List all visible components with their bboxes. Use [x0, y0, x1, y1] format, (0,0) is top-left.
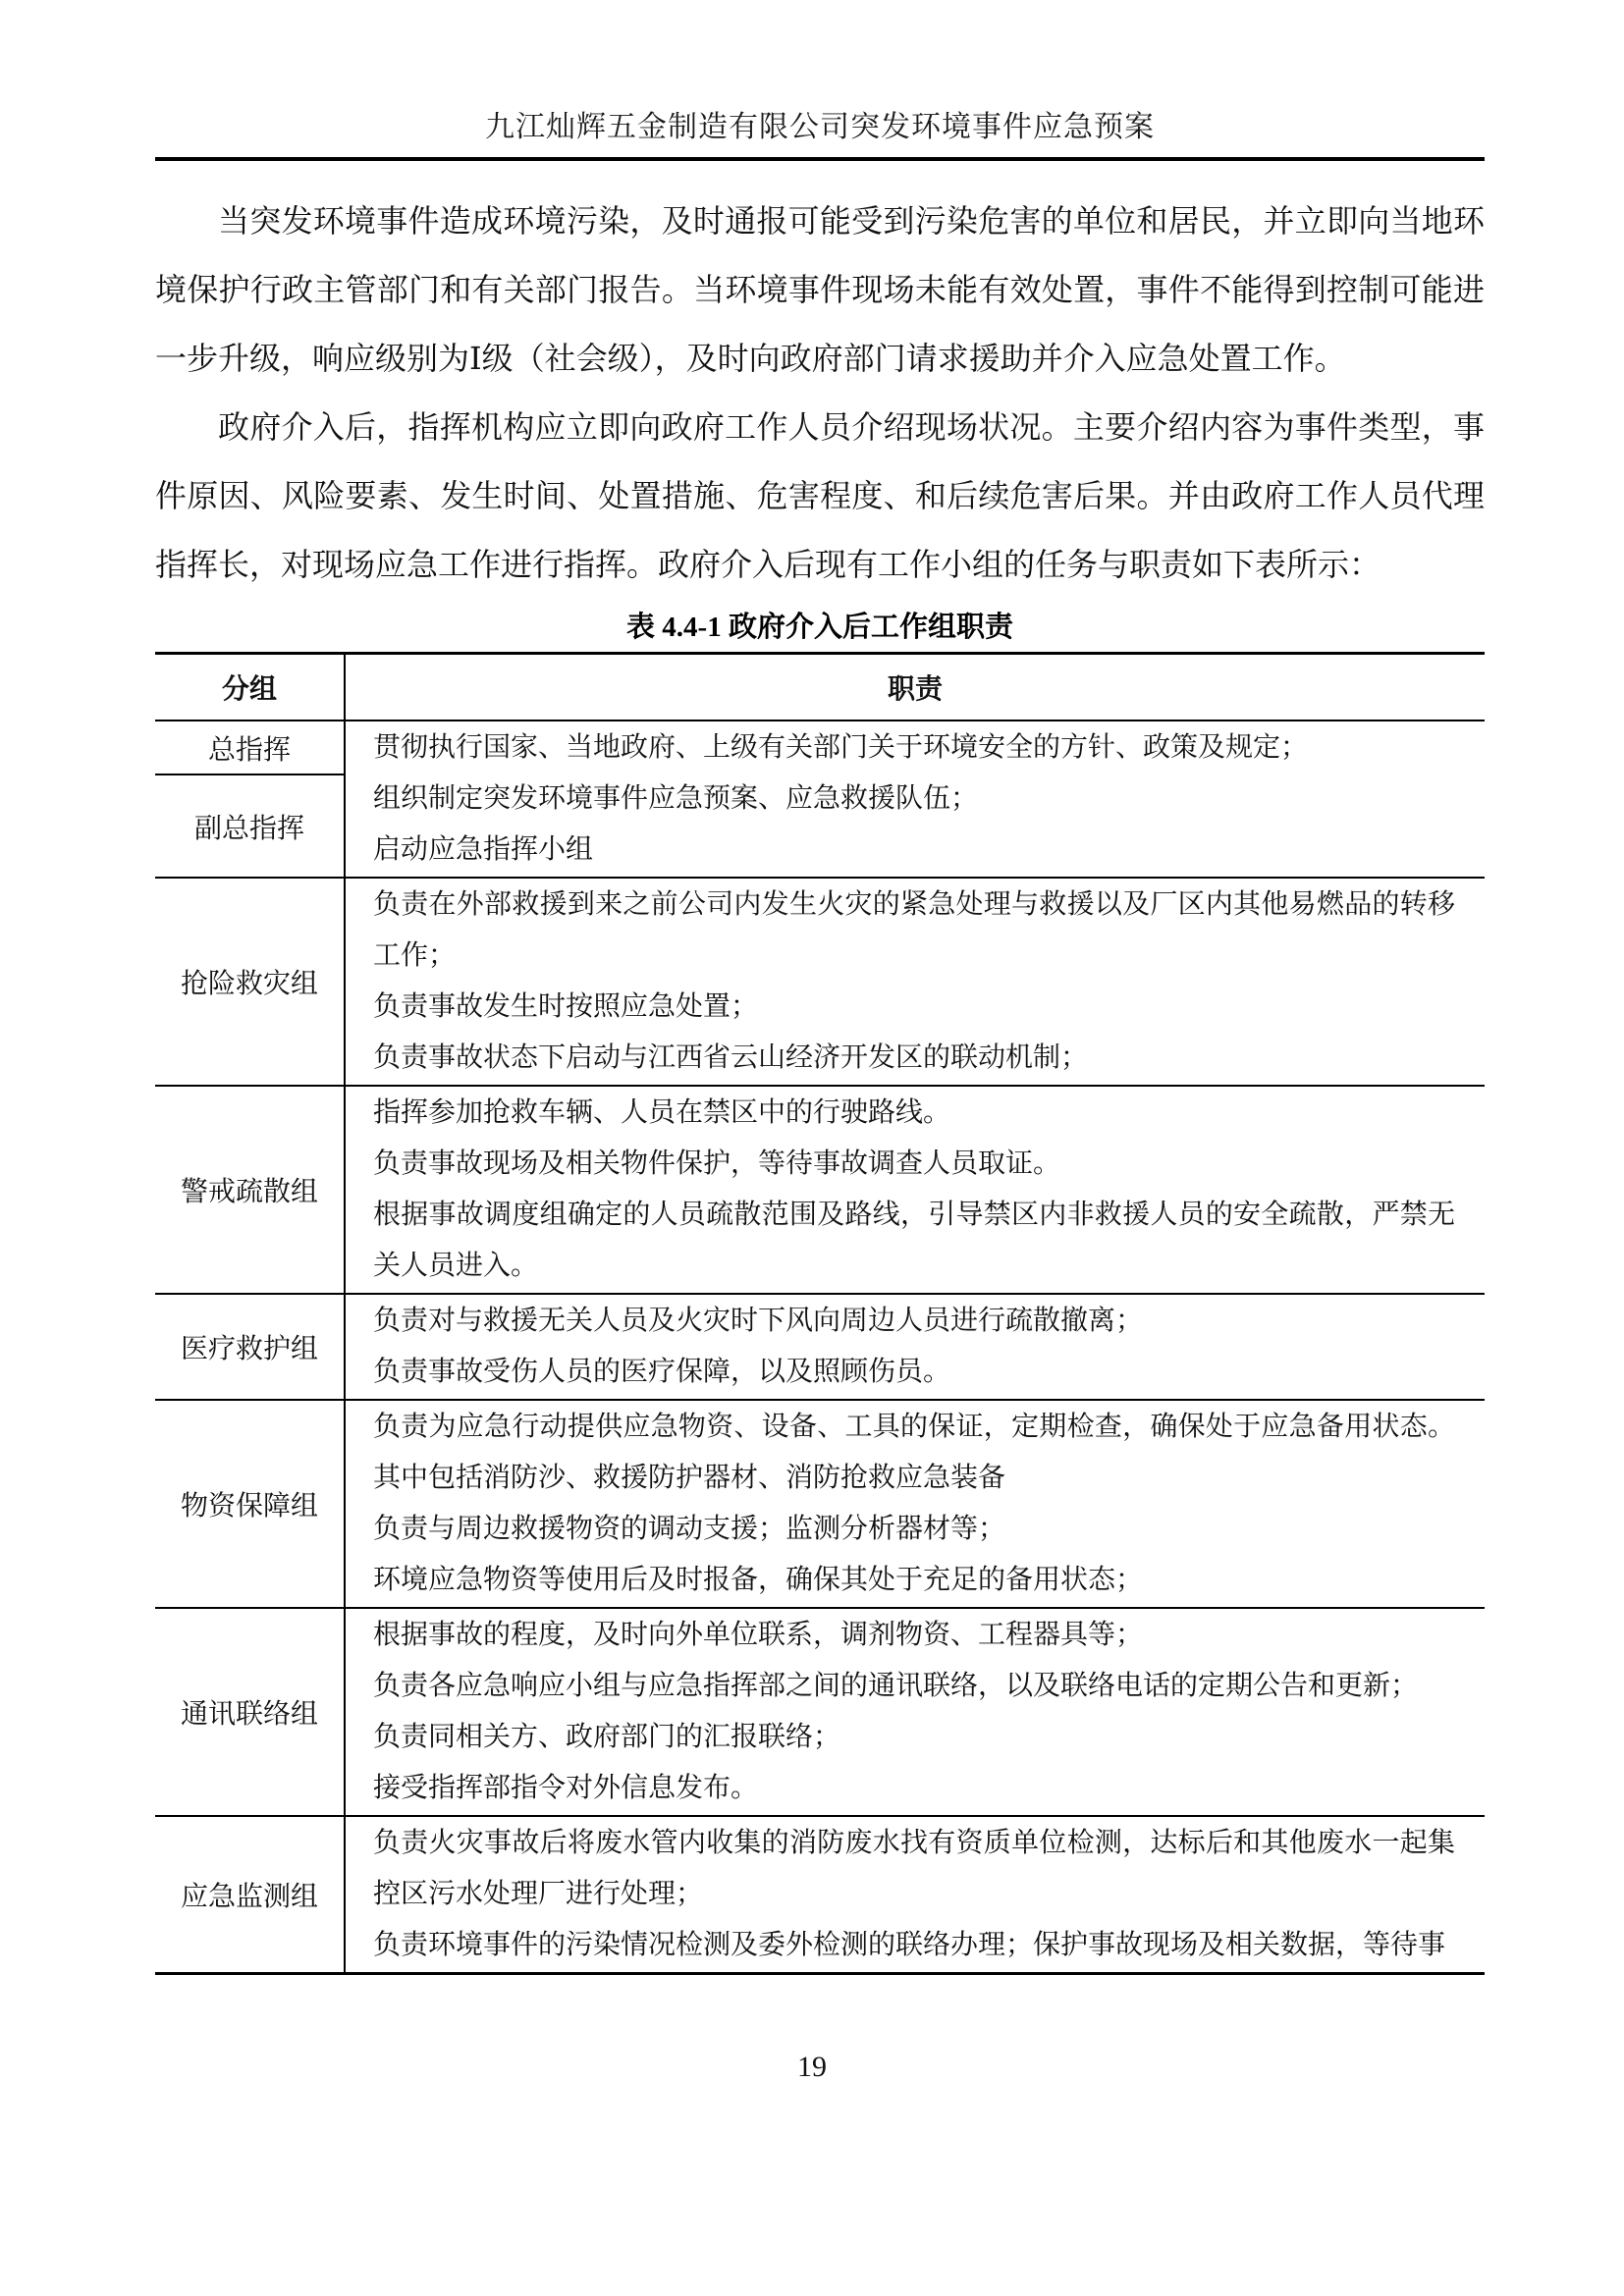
- duty-line: 贯彻执行国家、当地政府、上级有关部门关于环境安全的方针、政策及规定；: [373, 732, 1309, 763]
- table-row-communication: [155, 1609, 1485, 1817]
- paragraph-emergency-report: 当突发环境事件造成环境污染，及时通报可能受到污染危害的单位和居民，并立即向当地环境保护行政主管部门和有关部门报告。当环境事件现场未能有效处置，事件不能得到控制可能进一步升级，响应级别为Ⅰ级（社会级），及时向政府部门请求援助并介入应急处置工作。: [155, 203, 1485, 376]
- header-rule: [155, 157, 1485, 161]
- duty-line: 负责事故受伤人员的医疗保障，以及照顾伤员。: [373, 1357, 951, 1387]
- table-row-commanders: [155, 721, 1485, 879]
- duty-table: [155, 652, 1485, 1975]
- column-header-duty: 职责: [887, 674, 943, 705]
- duty-line: 根据事故的程度，及时向外单位联系，调剂物资、工程器具等；: [373, 1620, 1144, 1650]
- table-header-row: [155, 655, 1485, 721]
- duty-line: 启动应急指挥小组: [373, 834, 594, 865]
- document-header: [155, 0, 1485, 161]
- page-footer: [0, 2048, 1624, 2087]
- duty-cell-medical: [346, 1295, 1485, 1399]
- document-header-title: 九江灿辉五金制造有限公司突发环境事件应急预案: [485, 111, 1155, 143]
- duty-line: 负责火灾事故后将废水管内收集的消防废水找有资质单位检测，达标后和其他废水一起集控区污水处理厂进行处理；: [373, 1828, 1455, 1909]
- group-cell-communication: 通讯联络组: [155, 1609, 346, 1815]
- page-number: 19: [797, 2051, 827, 2083]
- duty-cell-communication: [346, 1609, 1485, 1815]
- table-row-medical: [155, 1295, 1485, 1401]
- group-cell-deputy-commander: 副总指挥: [193, 813, 304, 844]
- table-caption: 表 4.4-1 政府介入后工作组职责: [626, 612, 1013, 643]
- group-cell-monitoring: 应急监测组: [155, 1817, 346, 1972]
- duty-cell-monitoring: [346, 1817, 1485, 1972]
- duty-cell-rescue: [346, 879, 1485, 1085]
- paragraph-government-intervention: 政府介入后，指挥机构应立即向政府工作人员介绍现场状况。主要介绍内容为事件类型，事件原因、风险要素、发生时间、处置措施、危害程度、和后续危害后果。并由政府工作人员代理指挥长，对现场应急工作进行指挥。政府介入后现有工作小组的任务与职责如下表所示：: [155, 409, 1485, 582]
- duty-line: 负责事故现场及相关物件保护，等待事故调查人员取证。: [373, 1148, 1061, 1179]
- duty-line: 负责为应急行动提供应急物资、设备、工具的保证，定期检查，确保处于应急备用状态。其中包括消防沙、救援防护器材、消防抢救应急装备: [373, 1412, 1455, 1493]
- duty-line: 根据事故调度组确定的人员疏散范围及路线，引导禁区内非救援人员的安全疏散，严禁无关人员进入。: [373, 1200, 1455, 1281]
- duty-line: 负责对与救援无关人员及火灾时下风向周边人员进行疏散撤离；: [373, 1306, 1144, 1336]
- duty-line: 环境应急物资等使用后及时报备，确保其处于充足的备用状态；: [373, 1565, 1144, 1595]
- column-header-group: 分组: [155, 655, 346, 720]
- duty-line: 负责各应急响应小组与应急指挥部之间的通讯联络，以及联络电话的定期公告和更新；: [373, 1671, 1419, 1701]
- group-cell-chief-commander: 总指挥: [155, 721, 344, 775]
- group-cell-medical: 医疗救护组: [155, 1295, 346, 1399]
- group-cell-pair: [155, 721, 346, 877]
- duty-cell-supplies: [346, 1401, 1485, 1607]
- duty-line: 负责环境事件的污染情况检测及委外检测的联络办理；保护事故现场及相关数据，等待事: [373, 1930, 1446, 1960]
- table-row-evacuation: [155, 1087, 1485, 1295]
- duty-cell-evacuation: [346, 1087, 1485, 1293]
- duty-line: 负责在外部救援到来之前公司内发生火灾的紧急处理与救援以及厂区内其他易燃品的转移工作；: [373, 889, 1455, 971]
- table-row-monitoring: [155, 1817, 1485, 1972]
- group-cell-supplies: 物资保障组: [155, 1401, 346, 1607]
- table-row-supplies: [155, 1401, 1485, 1609]
- duty-line: 负责事故状态下启动与江西省云山经济开发区的联动机制；: [373, 1042, 1089, 1073]
- duty-line: 负责与周边救援物资的调动支援；监测分析器材等；: [373, 1514, 1006, 1544]
- group-cell-rescue: 抢险救灾组: [155, 879, 346, 1085]
- duty-line: 负责同相关方、政府部门的汇报联络；: [373, 1722, 841, 1752]
- group-cell-evacuation: 警戒疏散组: [155, 1087, 346, 1293]
- duty-line: 接受指挥部指令对外信息发布。: [373, 1773, 759, 1803]
- duty-line: 指挥参加抢救车辆、人员在禁区中的行驶路线。: [373, 1097, 951, 1128]
- duty-line: 组织制定突发环境事件应急预案、应急救援队伍；: [373, 783, 979, 814]
- duty-line: 负责事故发生时按照应急处置；: [373, 991, 759, 1022]
- duty-cell-commanders: [346, 721, 1485, 877]
- table-row-rescue: [155, 879, 1485, 1087]
- body-text: [155, 187, 1485, 599]
